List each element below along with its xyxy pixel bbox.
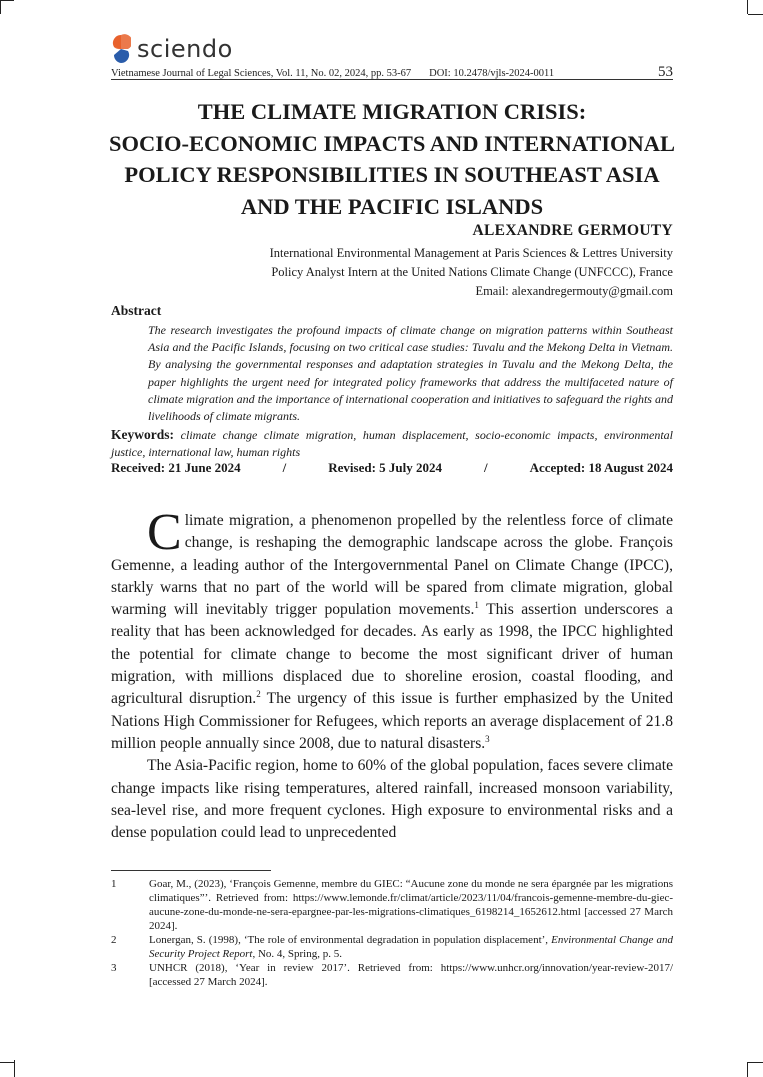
article-dates <box>111 460 673 476</box>
footnote-text-part: Lonergan, S. (1998), ‘The role of environmental degradation in population displacement’, <box>149 934 552 946</box>
footnote-ref[interactable]: 3 <box>485 733 490 744</box>
body-paragraph <box>111 504 673 755</box>
footnote <box>111 961 673 989</box>
footnote-text <box>149 933 673 961</box>
footnote-text: UNHCR (2018), ‘Year in review 2017’. Retrieved from: https://www.unhcr.org/innovation/year-review-2017/ [accessed 27 March 2024]. <box>149 962 673 988</box>
title-line: SOCIO-ECONOMIC IMPACTS AND INTERNATIONAL <box>108 130 676 156</box>
keywords-label: Keywords: <box>111 427 174 442</box>
footnote-number: 2 <box>111 934 117 946</box>
footnote <box>111 933 673 961</box>
crop-mark <box>0 0 1 14</box>
footnote-ref[interactable]: 2 <box>256 689 261 700</box>
doi: DOI: 10.2478/vjls-2024-0011 <box>429 68 555 79</box>
footnote-number: 3 <box>111 962 117 974</box>
abstract-label: Abstract <box>111 303 162 318</box>
title-line: THE CLIMATE MIGRATION CRISIS: <box>197 99 587 124</box>
abstract-text: The research investigates the profound impacts of climate change on migration patterns within Southeast Asia and the Pacific Islands, focusing on two critical case studies: Tuvalu and the Mekong Delta in Vietnam. By analysing the governmental responses and adaptation strategies in Tuvalu and the Mekong Delta, the paper highlights the urgent need for integrated policy frameworks that address the multifaceted nature of climate migration and the importance of international cooperation and initiatives to safeguard the rights and livelihoods of climate migrants. <box>148 323 673 424</box>
header-rule <box>111 79 673 80</box>
logo-text: sciendo <box>137 35 233 63</box>
sciendo-logo <box>111 34 233 64</box>
title-line: POLICY RESPONSIBILITIES IN SOUTHEAST ASIA <box>124 162 660 187</box>
body-text: limate migration, a phenomenon propelled by the relentless force of climate change, is reshaping the demographic landscape across the globe. François Gemenne, a leading author of the Intergovernmental Panel on Climate Change (IPCC), starkly warns that no part of the world will be spared from climate migration, global warming will inevitably trigger population movements. <box>111 512 673 619</box>
accepted-date: Accepted: 18 August 2024 <box>529 460 673 475</box>
drop-cap: C <box>147 504 182 561</box>
footnote-text: Goar, M., (2023), ‘François Gemenne, membre du GIEC: “Aucune zone du monde ne sera épargnée par les migrations climatiques”’. Retrieved from: https://www.lemonde.fr/climat/article/2023/11/04/francois-gemenne-membre-du-giec-aucune-zone-du-monde-ne-sera-epargnee-par-les-migrations-climatiques_6198214_1652612.html [accessed 27 March 2024]. <box>149 878 673 932</box>
body-text: This assertion underscores a reality that has been acknowledged for decades. As early as 1998, the IPCC highlighted the potential for climate change to become the most significant driver of human migration, with millions displaced due to shoreline erosion, coastal flooding, and agricultural disruption. <box>111 601 673 708</box>
crop-mark <box>747 0 748 14</box>
crop-mark <box>0 1062 14 1063</box>
date-separator: / <box>282 460 287 475</box>
footnote <box>111 877 673 933</box>
footnote-number: 1 <box>111 878 117 890</box>
revised-date: Revised: 5 July 2024 <box>328 460 442 475</box>
sciendo-logo-icon <box>111 34 131 64</box>
body-text: The urgency of this issue is further emphasized by the United Nations High Commissioner for Refugees, which reports an average displacement of 21.8 million people annually since 2008, due to natural disasters. <box>111 690 673 752</box>
keywords <box>111 426 673 461</box>
article-body <box>111 504 673 844</box>
body-paragraph: The Asia-Pacific region, home to 60% of the global population, faces severe climate change impacts like rising temperatures, altered rainfall, increased monsoon variability, sea-level rise, and more frequent cyclones. High exposure to environmental risks and a dense population could lead to unprecedented <box>111 757 673 842</box>
affiliation-1: International Environmental Management at Paris Sciences & Lettres University <box>269 246 673 260</box>
article-title <box>100 96 684 222</box>
crop-mark <box>14 1060 15 1077</box>
keywords-text: climate change climate migration, human displacement, socio-economic impacts, environmental justice, international law, human rights <box>111 428 673 459</box>
crop-mark <box>748 1062 763 1063</box>
crop-mark <box>747 1062 748 1077</box>
footnote-text-part: , No. 4, Spring, p. 5. <box>252 948 342 960</box>
affiliation-2: Policy Analyst Intern at the United Nations Climate Change (UNFCCC), France <box>271 265 673 279</box>
journal-citation: Vietnamese Journal of Legal Sciences, Vol. 11, No. 02, 2024, pp. 53-67 <box>111 68 412 79</box>
crop-mark <box>748 14 763 15</box>
footnote-source-title: Environmental Change and Security Project Report <box>149 934 673 960</box>
author-name: ALEXANDRE GERMOUTY <box>472 222 673 239</box>
date-separator: / <box>484 460 488 475</box>
received-date: Received: 21 June 2024 <box>111 460 241 475</box>
title-line: AND THE PACIFIC ISLANDS <box>240 193 544 219</box>
crop-mark <box>0 0 14 1</box>
footnote-ref[interactable]: 1 <box>474 600 479 610</box>
author-email: Email: alexandregermouty@gmail.com <box>475 284 673 298</box>
footnote-rule <box>111 870 271 871</box>
page-number: 53 <box>658 64 673 80</box>
